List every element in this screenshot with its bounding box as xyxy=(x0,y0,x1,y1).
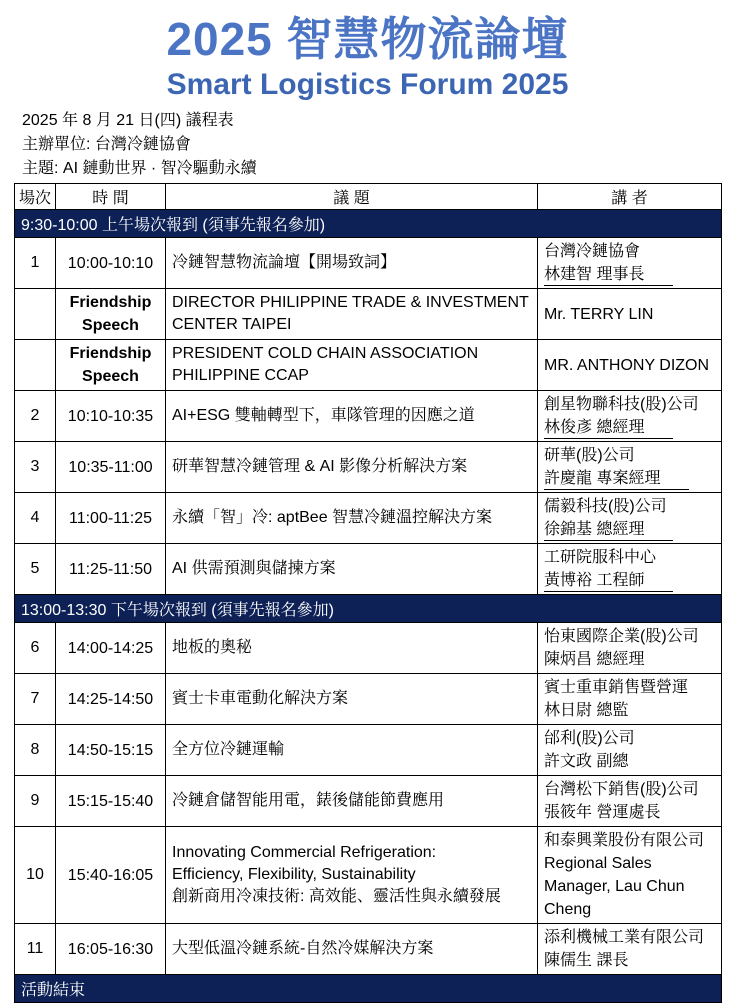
speaker-line: 研華(股)公司 xyxy=(544,447,635,465)
speaker-line: 怡東國際企業(股)公司 xyxy=(544,628,699,646)
session-topic-cell xyxy=(166,544,538,595)
session-speaker-cell xyxy=(538,442,722,493)
session-row xyxy=(15,623,722,674)
topic-line: PRESIDENT COLD CHAIN ASSOCIATION PHILIPPINE CCAP xyxy=(172,345,479,385)
speaker-line: 工研院服科中心 xyxy=(544,549,657,567)
speaker-name-underlined: 林建智 理事長 xyxy=(544,264,673,286)
session-row xyxy=(15,493,722,544)
session-row xyxy=(15,544,722,595)
speaker-name-underlined: 徐錦基 總經理 xyxy=(544,519,673,541)
forum-title-zh: 2025 智慧物流論壇 xyxy=(166,13,569,65)
session-topic-cell xyxy=(166,391,538,442)
speaker-line: 添利機械工業有限公司 xyxy=(544,929,705,947)
session-no-cell: 2 xyxy=(15,391,56,442)
session-topic-cell xyxy=(166,623,538,674)
speaker-line: 許文政 副總 xyxy=(544,753,629,771)
speaker-line: 陳炳昌 總經理 xyxy=(544,651,645,669)
speaker-line: 張筱年 營運處長 xyxy=(544,804,661,822)
session-topic-cell xyxy=(166,238,538,289)
session-time-cell: 14:25-14:50 xyxy=(56,674,166,725)
speaker-line: Regional Sales Manager, Lau Chun Cheng xyxy=(544,855,685,919)
date-line: 2025 年 8 月 21 日(四) 議程表 xyxy=(22,112,234,130)
speaker-line xyxy=(544,569,715,592)
theme-line: 主題: AI 鏈動世界 · 智冷驅動永續 xyxy=(22,160,257,178)
speaker-line: 台灣松下銷售(股)公司 xyxy=(544,781,699,799)
meta-info-block xyxy=(22,109,735,181)
topic-line: AI 供需預測與儲揀方案 xyxy=(172,560,336,578)
session-speaker-cell xyxy=(538,493,722,544)
session-row xyxy=(15,442,722,493)
session-speaker-cell xyxy=(538,391,722,442)
session-row xyxy=(15,391,722,442)
session-topic-cell xyxy=(166,725,538,776)
speaker-line: Mr. TERRY LIN xyxy=(544,305,654,323)
session-row xyxy=(15,340,722,391)
section-row xyxy=(15,975,722,1003)
section-row xyxy=(15,595,722,623)
session-no-cell: 3 xyxy=(15,442,56,493)
speaker-line: MR. ANTHONY DIZON xyxy=(544,356,710,374)
col-header-topic: 議 題 xyxy=(166,184,538,210)
topic-line: 冷鏈倉儲智能用電，錶後儲能節費應用 xyxy=(172,792,445,810)
session-time-cell: 15:15-15:40 xyxy=(56,776,166,827)
session-topic-cell xyxy=(166,289,538,340)
session-speaker-cell xyxy=(538,827,722,924)
session-row xyxy=(15,827,722,924)
section-label: 9:30-10:00 上午場次報到 (須事先報名參加) xyxy=(15,210,722,238)
speaker-line: 賓士重車銷售暨營運 xyxy=(544,679,689,697)
session-topic-cell xyxy=(166,827,538,924)
speaker-name-underlined: 許慶龍 專案經理 xyxy=(544,468,689,490)
session-time-cell: 16:05-16:30 xyxy=(56,924,166,975)
forum-title-en: Smart Logistics Forum 2025 xyxy=(166,67,569,101)
session-topic-cell xyxy=(166,674,538,725)
speaker-line: 儒毅科技(股)公司 xyxy=(544,498,667,516)
section-label: 活動結束 xyxy=(15,975,722,1003)
topic-line: AI+ESG 雙軸轉型下，車隊管理的因應之道 xyxy=(172,407,475,425)
session-no-cell: 7 xyxy=(15,674,56,725)
session-time-cell: 14:00-14:25 xyxy=(56,623,166,674)
session-speaker-cell xyxy=(538,289,722,340)
session-topic-cell xyxy=(166,493,538,544)
speaker-line xyxy=(544,467,715,490)
col-header-speaker: 講 者 xyxy=(538,184,722,210)
session-row xyxy=(15,238,722,289)
session-row xyxy=(15,725,722,776)
speaker-line: 邰利(股)公司 xyxy=(544,730,635,748)
session-topic-cell xyxy=(166,776,538,827)
speaker-line xyxy=(544,416,715,439)
session-time-cell: 10:00-10:10 xyxy=(56,238,166,289)
session-time-cell: Friendship Speech xyxy=(56,289,166,340)
session-no-cell: 5 xyxy=(15,544,56,595)
speaker-line: 和泰興業股份有限公司 xyxy=(544,832,705,850)
col-header-time: 時 間 xyxy=(56,184,166,210)
session-row xyxy=(15,776,722,827)
session-no-cell: 1 xyxy=(15,238,56,289)
speaker-line: 台灣冷鏈協會 xyxy=(544,243,641,261)
session-time-cell: 10:35-11:00 xyxy=(56,442,166,493)
topic-line: 賓士卡車電動化解決方案 xyxy=(172,690,349,708)
topic-line: 大型低溫冷鏈系統-自然冷媒解決方案 xyxy=(172,940,434,958)
session-time-cell: Friendship Speech xyxy=(56,340,166,391)
agenda-header-row xyxy=(15,184,722,210)
session-speaker-cell xyxy=(538,924,722,975)
session-no-cell: 4 xyxy=(15,493,56,544)
session-speaker-cell xyxy=(538,623,722,674)
session-no-cell: 8 xyxy=(15,725,56,776)
session-row xyxy=(15,924,722,975)
session-no-cell xyxy=(15,289,56,340)
session-no-cell: 11 xyxy=(15,924,56,975)
col-header-session-no: 場次 xyxy=(15,184,56,210)
session-speaker-cell xyxy=(538,340,722,391)
session-time-cell: 10:10-10:35 xyxy=(56,391,166,442)
session-speaker-cell xyxy=(538,725,722,776)
session-no-cell: 6 xyxy=(15,623,56,674)
section-row xyxy=(15,210,722,238)
session-no-cell: 10 xyxy=(15,827,56,924)
session-time-cell: 11:00-11:25 xyxy=(56,493,166,544)
agenda-table-body xyxy=(15,210,722,1003)
session-topic-cell xyxy=(166,442,538,493)
speaker-name-underlined: 林俊彥 總經理 xyxy=(544,417,673,439)
speaker-line xyxy=(544,518,715,541)
topic-line: 冷鏈智慧物流論壇【開場致詞】 xyxy=(172,254,397,272)
session-time-cell: 15:40-16:05 xyxy=(56,827,166,924)
topic-line: 地板的奧秘 xyxy=(172,639,253,657)
session-no-cell xyxy=(15,340,56,391)
session-time-cell: 11:25-11:50 xyxy=(56,544,166,595)
agenda-table xyxy=(14,183,722,1003)
speaker-name-underlined: 黃博裕 工程師 xyxy=(544,570,673,592)
topic-line: Innovating Commercial Refrigeration: xyxy=(172,844,437,862)
session-row xyxy=(15,674,722,725)
session-no-cell: 9 xyxy=(15,776,56,827)
session-speaker-cell xyxy=(538,674,722,725)
session-speaker-cell xyxy=(538,776,722,827)
topic-line: Efficiency, Flexibility, Sustainability xyxy=(172,866,416,884)
session-topic-cell xyxy=(166,924,538,975)
topic-line: 研華智慧冷鏈管理 & AI 影像分析解決方案 xyxy=(172,458,468,476)
topic-line: 全方位冷鏈運輸 xyxy=(172,741,285,759)
topic-line: 創新商用冷凍技術: 高效能、靈活性與永續發展 xyxy=(172,888,501,906)
topic-line: 永續「智」冷: aptBee 智慧冷鏈溫控解決方案 xyxy=(172,509,493,527)
session-speaker-cell xyxy=(538,544,722,595)
section-label: 13:00-13:30 下午場次報到 (須事先報名參加) xyxy=(15,595,722,623)
speaker-line: 林日尉 總監 xyxy=(544,702,629,720)
speaker-line: 創星物聯科技(股)公司 xyxy=(544,396,699,414)
session-speaker-cell xyxy=(538,238,722,289)
organizer-line: 主辦單位: 台灣冷鏈協會 xyxy=(22,136,191,154)
speaker-line: 陳儒生 課長 xyxy=(544,952,629,970)
speaker-line xyxy=(544,263,715,286)
topic-line: DIRECTOR PHILIPPINE TRADE & INVESTMENT CENTER TAIPEI xyxy=(172,294,529,334)
session-topic-cell xyxy=(166,340,538,391)
session-row xyxy=(15,289,722,340)
session-time-cell: 14:50-15:15 xyxy=(56,725,166,776)
